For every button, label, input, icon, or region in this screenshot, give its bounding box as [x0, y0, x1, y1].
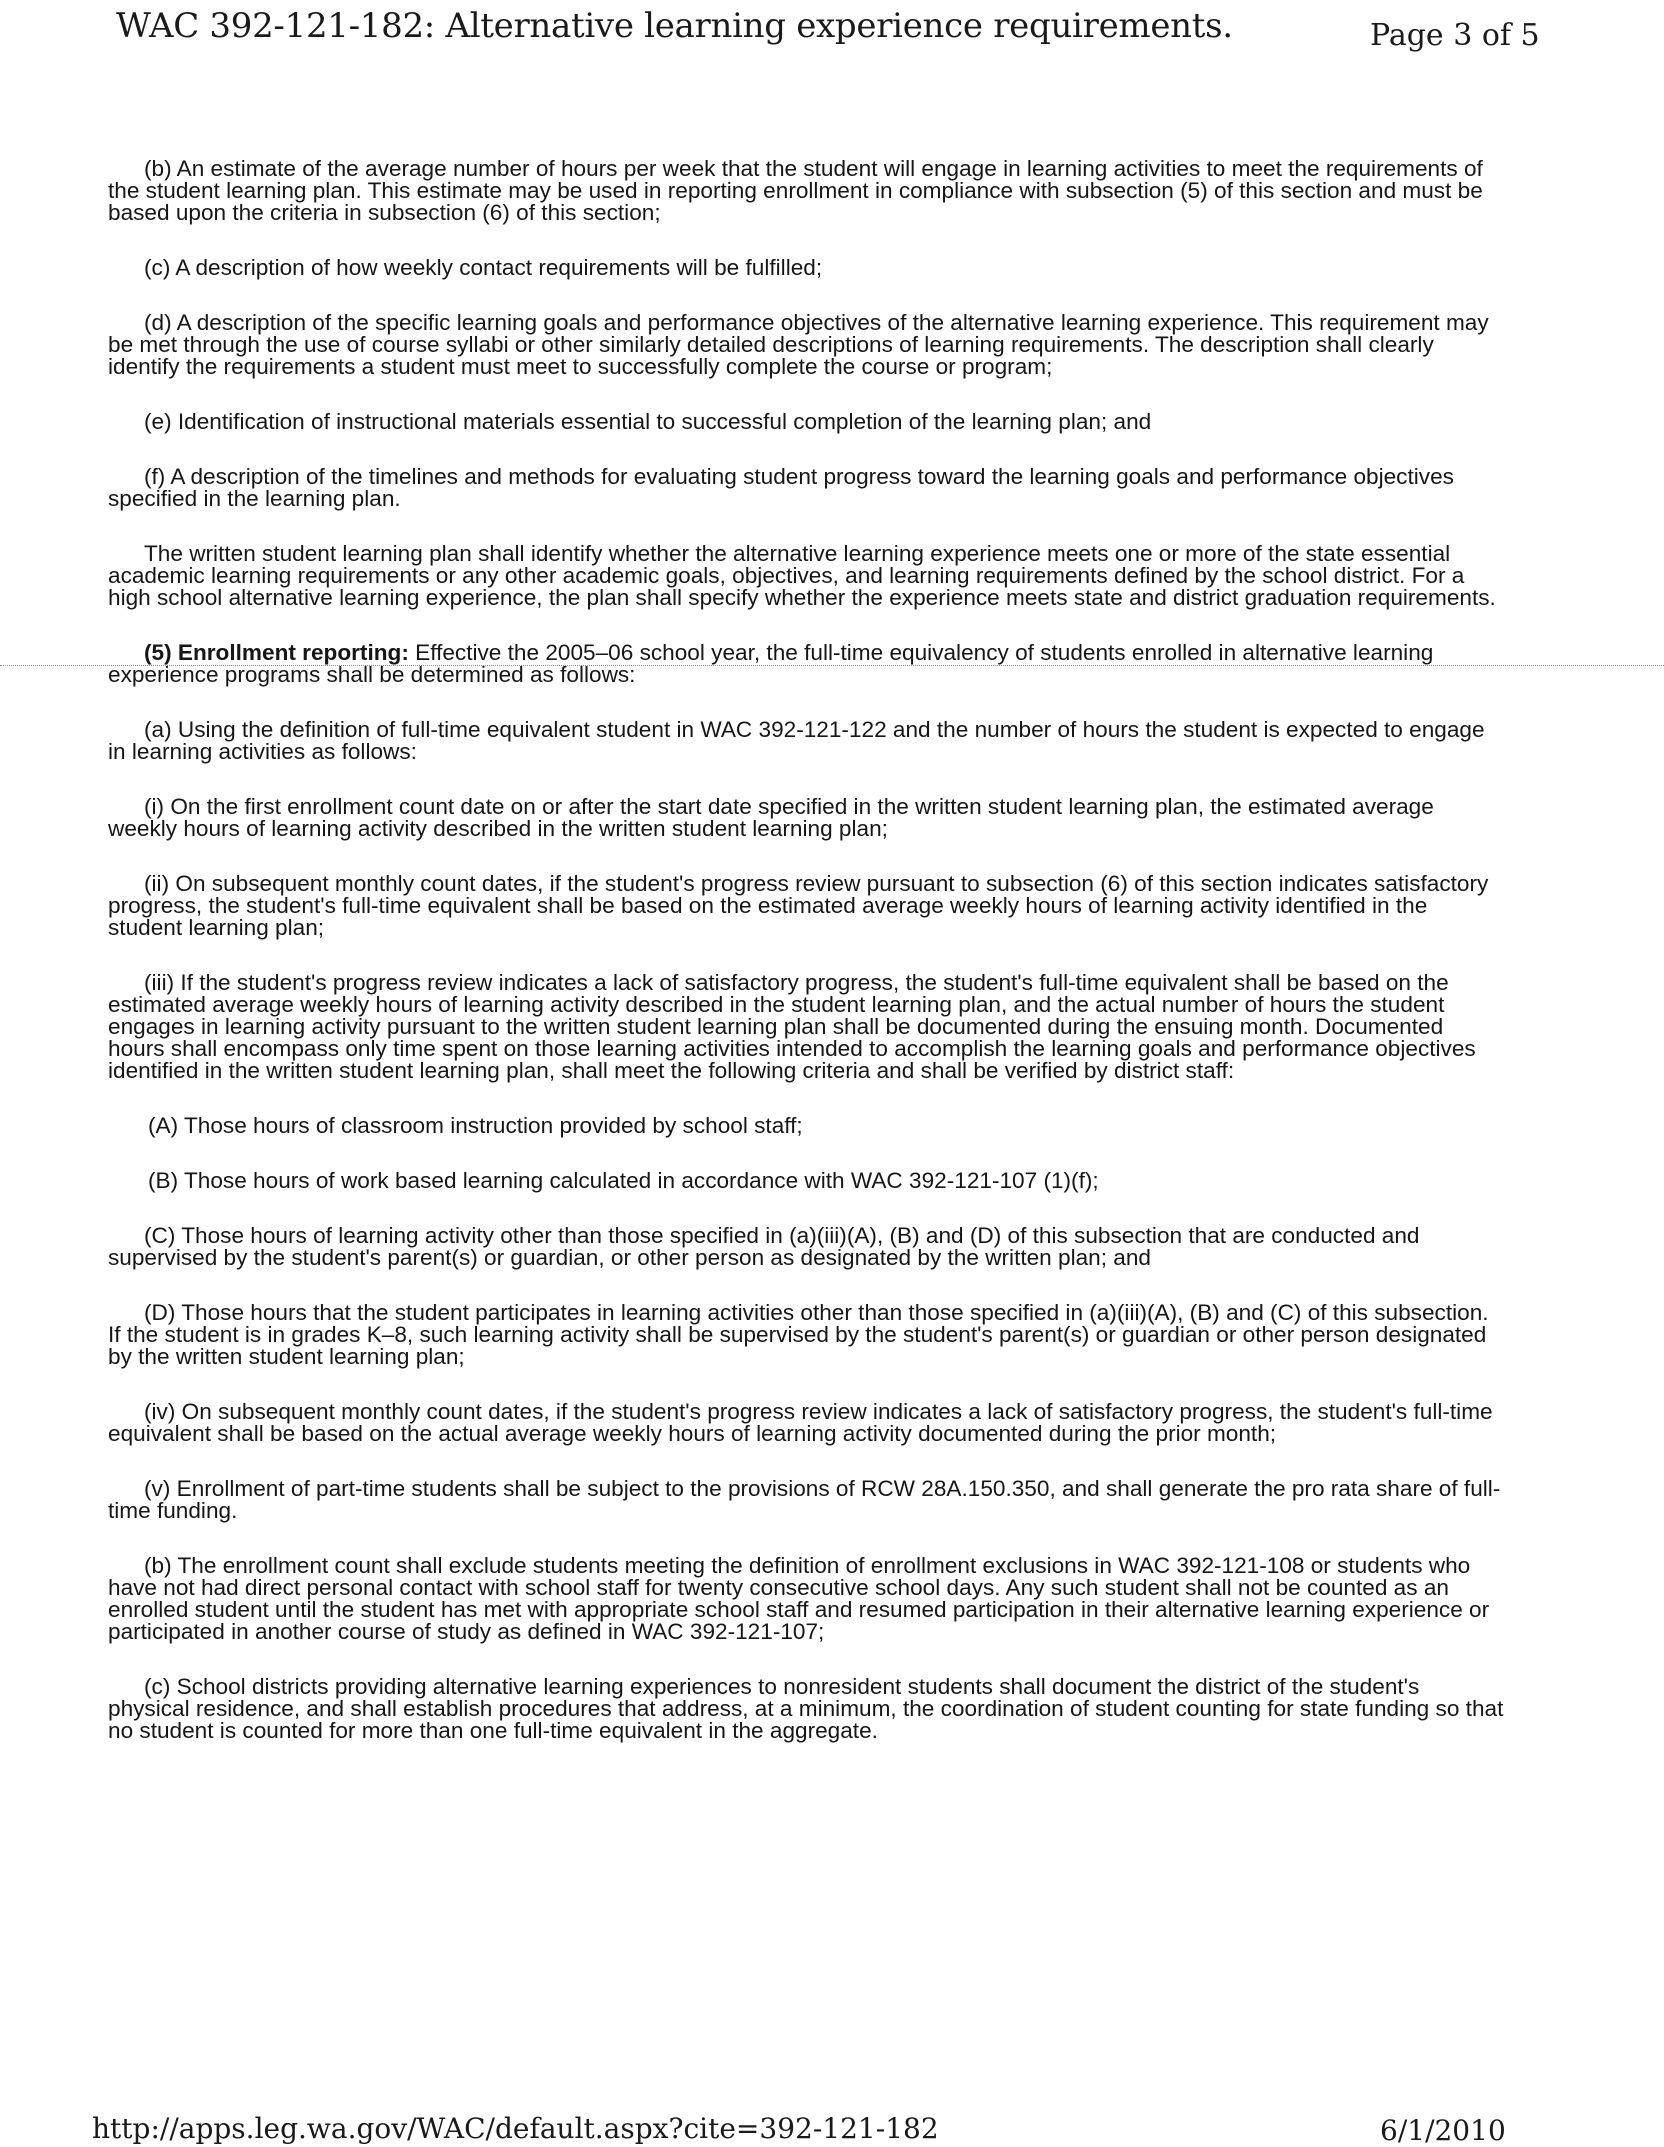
- document-title: WAC 392-121-182: Alternative learning experience requirements.: [116, 6, 1233, 46]
- paragraph-5c: (c) School districts providing alternative learning experiences to nonresident students shall document the district of the student's physical residence, and shall establish procedures that address, at a minimum, the coordination of student counting for state funding so that no student is counted for more than one full-time equivalent in the aggregate.: [108, 1674, 1504, 1743]
- paragraph-5-enrollment-reporting: [108, 642, 1504, 686]
- section-5-heading: (5) Enrollment reporting:: [144, 640, 409, 665]
- paragraph-5a-iii: (iii) If the student's progress review indicates a lack of satisfactory progress, the student's full-time equivalent shall be based on the estimated average weekly hours of learning activity described in the student learning plan, and the actual number of hours the student engages in learning activity pursuant to the written student learning plan shall be documented during the ensuing month. Documented hours shall encompass only time spent on those learning activities intended to accomplish the learning goals and performance objectives identified in the written student learning plan, shall meet the following criteria and shall be verified by district staff:: [108, 970, 1476, 1083]
- paragraph-5a: (a) Using the definition of full-time equivalent student in WAC 392-121-122 and the number of hours the student is expected to engage in learning activities as follows:: [108, 717, 1485, 764]
- paragraph-5a-iii-B: (B) Those hours of work based learning calculated in accordance with WAC 392-121-107 (1)(f);: [148, 1168, 1099, 1193]
- paragraph-5a-v: (v) Enrollment of part-time students shall be subject to the provisions of RCW 28A.150.350, and shall generate the pro rata share of full-time funding.: [108, 1476, 1501, 1523]
- paragraph-4f: (f) A description of the timelines and methods for evaluating student progress toward the learning goals and performance objectives specified in the learning plan.: [108, 464, 1454, 511]
- source-url: http://apps.leg.wa.gov/WAC/default.aspx?cite=392-121-182: [92, 2112, 939, 2145]
- print-date: 6/1/2010: [1380, 2114, 1506, 2147]
- paragraph-4b: (b) An estimate of the average number of hours per week that the student will engage in learning activities to meet the requirements of the student learning plan. This estimate may be used in reporting enrollment in compliance with subsection (5) of this section and must be based upon the criteria in subsection (6) of this section;: [108, 156, 1483, 225]
- paragraph-5a-i: (i) On the first enrollment count date on or after the start date specified in the written student learning plan, the estimated average weekly hours of learning activity described in the written student learning plan;: [108, 794, 1434, 841]
- paragraph-4e: (e) Identification of instructional materials essential to successful completion of the learning plan; and: [144, 409, 1152, 434]
- paragraph-5a-ii: (ii) On subsequent monthly count dates, if the student's progress review pursuant to subsection (6) of this section indicates satisfactory progress, the student's full-time equivalent shall be based on the estimated average weekly hours of learning activity identified in the student learning plan;: [108, 871, 1489, 940]
- section-5-text: Effective the 2005–06 school year, the full-time equivalency of students enrolled in alternative learning experience programs shall be determined as follows:: [108, 640, 1434, 687]
- paragraph-5a-iii-D: (D) Those hours that the student participates in learning activities other than those specified in (a)(iii)(A), (B) and (C) of this subsection. If the student is in grades K–8, such learning activity shall be supervised by the student's parent(s) or guardian or other person designated by the written student learning plan;: [108, 1300, 1489, 1369]
- paragraph-4c: (c) A description of how weekly contact requirements will be fulfilled;: [144, 255, 823, 280]
- paragraph-5a-iii-C: (C) Those hours of learning activity other than those specified in (a)(iii)(A), (B) and (D) of this subsection that are conducted and supervised by the student's parent(s) or guardian, or other person as designated by the written plan; and: [108, 1223, 1420, 1270]
- page-number: Page 3 of 5: [1370, 18, 1540, 53]
- document-body: [108, 158, 1504, 1742]
- paragraph-plan-requirements: The written student learning plan shall identify whether the alternative learning experience meets one or more of the state essential academic learning requirements or any other academic goals, objectives, and learning requirements defined by the school district. For a high school alternative learning experience, the plan shall specify whether the experience meets state and district graduation requirements.: [108, 541, 1496, 610]
- paragraph-5a-iii-A: (A) Those hours of classroom instruction provided by school staff;: [148, 1113, 803, 1138]
- paragraph-5b: (b) The enrollment count shall exclude students meeting the definition of enrollment exclusions in WAC 392-121-108 or students who have not had direct personal contact with school staff for twenty consecutive school days. Any such student shall not be counted as an enrolled student until the student has met with appropriate school staff and resumed participation in their alternative learning experience or participated in another course of study as defined in WAC 392-121-107;: [108, 1553, 1490, 1644]
- paragraph-5a-iv: (iv) On subsequent monthly count dates, if the student's progress review indicates a lack of satisfactory progress, the student's full-time equivalent shall be based on the actual average weekly hours of learning activity documented during the prior month;: [108, 1399, 1493, 1446]
- paragraph-4d: (d) A description of the specific learning goals and performance objectives of the alternative learning experience. This requirement may be met through the use of course syllabi or other similarly detailed descriptions of learning requirements. The description shall clearly identify the requirements a student must meet to successfully complete the course or program;: [108, 310, 1489, 379]
